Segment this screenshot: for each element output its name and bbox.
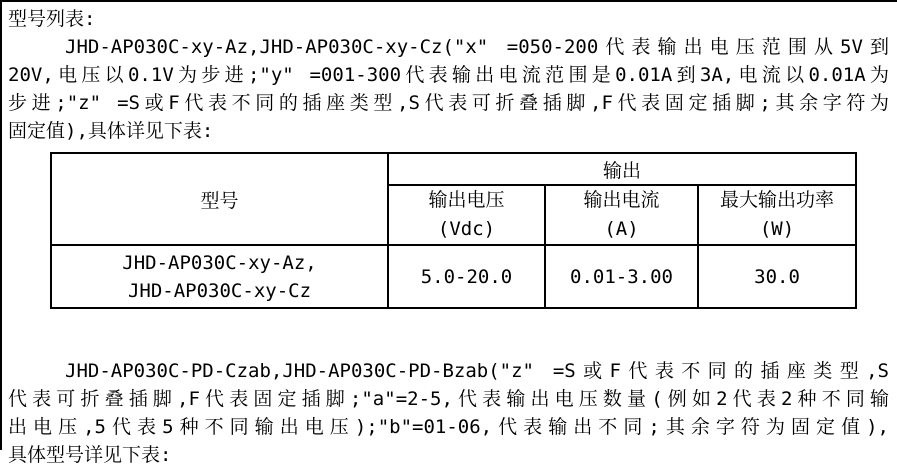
output-spec-table <box>50 152 857 309</box>
paragraph-line: JHD-AP030C-xy-Az,JHD-AP030C-xy-Cz("x" =050-200代表输出电压范围从5V到 <box>65 36 889 58</box>
output-current-header <box>545 185 698 245</box>
model-name-line: JHD-AP030C-xy-Az, <box>122 251 317 274</box>
paragraph-line: JHD-AP030C-PD-Czab,JHD-AP030C-PD-Bzab("z" =S或F代表不同的插座类型,S <box>65 360 889 382</box>
header-title: 最大输出功率 <box>720 189 835 211</box>
page-title: 型号列表: <box>8 8 96 30</box>
paragraph-line: 出电压,5代表5种不同输出电压);"b"=01-06,代表输出不同;其余字符为固定值), <box>8 416 889 438</box>
header-unit: (Vdc) <box>437 218 496 240</box>
paragraph-line: 20V,电压以0.1V为步进;"y" =001-300代表输出电流范围是0.01A到3A,电流以0.01A为 <box>8 64 889 86</box>
model-cell <box>51 245 388 308</box>
max-power-cell: 30.0 <box>698 245 856 308</box>
header-unit: (W) <box>759 218 795 240</box>
output-group-header: 输出 <box>388 153 856 185</box>
output-current-cell: 0.01-3.00 <box>545 245 698 308</box>
paragraph-model-pd <box>8 357 889 469</box>
max-power-header <box>698 185 856 245</box>
output-voltage-header <box>388 185 545 245</box>
header-title: 输出电流 <box>583 189 660 211</box>
paragraph-model-az-cz <box>8 33 889 145</box>
paragraph-line: 代表可折叠插脚,F代表固定插脚;"a"=2-5,代表输出电压数量(例如2代表2种不同输 <box>8 388 889 410</box>
model-column-header: 型号 <box>51 153 388 245</box>
paragraph-line: 具体型号详见下表: <box>8 444 172 466</box>
document-page <box>2 2 897 469</box>
header-title: 输出电压 <box>428 189 505 211</box>
model-name-line: JHD-AP030C-xy-Cz <box>127 279 312 302</box>
header-unit: (A) <box>604 218 639 240</box>
paragraph-line: 固定值),具体详见下表: <box>8 120 214 142</box>
table-row <box>51 245 856 308</box>
paragraph-line: 步进;"z" =S或F代表不同的插座类型,S代表可折叠插脚,F代表固定插脚;其余字符为 <box>8 92 889 114</box>
output-voltage-cell: 5.0-20.0 <box>388 245 545 308</box>
